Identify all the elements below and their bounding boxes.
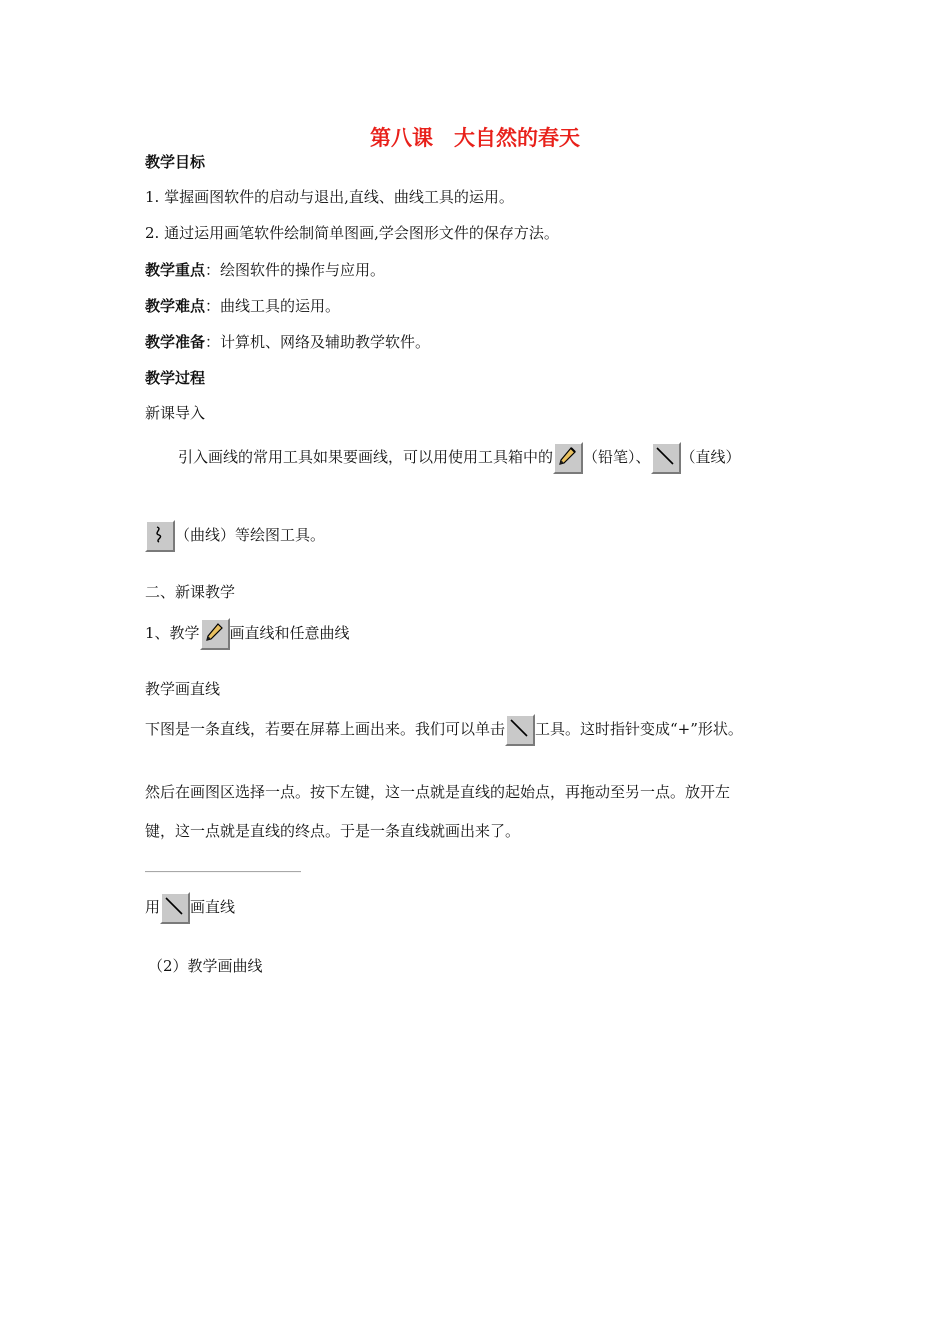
line-icon — [505, 714, 535, 746]
new-lesson-heading: 二、新课教学 — [145, 583, 236, 601]
sub-heading: 教学画直线 — [145, 680, 221, 698]
new-lesson-item-2: （2）教学画曲线 — [148, 957, 263, 975]
paragraph-1 — [145, 712, 743, 746]
preparation-label: 教学准备 — [145, 333, 206, 351]
preparation-text: ：计算机、网络及辅助教学软件。 — [205, 333, 431, 351]
pencil-icon — [200, 618, 230, 650]
draw-text-b: 画直线 — [190, 898, 236, 916]
intro-text-a: 引入画线的常用工具如果要画线，可以用使用工具箱中的 — [178, 448, 554, 466]
paragraph-2-line-2: 键，这一点就是直线的终点。于是一条直线就画出来了。 — [145, 822, 521, 840]
process-heading: 教学过程 — [145, 369, 206, 387]
para1-text-a: 下图是一条直线，若要在屏幕上画出来。我们可以单击 — [145, 720, 506, 738]
key-point-label: 教学重点 — [145, 261, 206, 279]
item1-text-b: 画直线和任意曲线 — [229, 624, 350, 642]
difficulty — [145, 295, 340, 317]
difficulty-text: ：曲线工具的运用。 — [205, 297, 341, 315]
item1-text-a: 1、教学 — [145, 624, 200, 642]
difficulty-label: 教学难点 — [145, 297, 206, 315]
draw-line-caption — [145, 890, 235, 924]
draw-text-a: 用 — [145, 898, 161, 916]
separator-line: ________________________ — [145, 858, 301, 873]
line-icon — [160, 892, 190, 924]
intro-paragraph-cont — [145, 518, 325, 552]
key-point-text: ：绘图软件的操作与应用。 — [205, 261, 386, 279]
page-title: 第八课 大自然的春天 — [370, 125, 580, 150]
curve-icon — [145, 520, 175, 552]
objective-item-1: 1. 掌握画图软件的启动与退出,直线、曲线工具的运用。 — [145, 188, 514, 206]
intro-text-b: （铅笔）、 — [583, 448, 651, 466]
intro-text-c: （直线） — [680, 448, 741, 466]
intro-heading: 新课导入 — [145, 404, 206, 422]
preparation — [145, 331, 430, 353]
objective-item-2: 2. 通过运用画笔软件绘制简单图画,学会图形文件的保存方法。 — [145, 224, 559, 242]
line-icon — [651, 442, 681, 474]
key-point — [145, 259, 385, 281]
intro-paragraph — [178, 440, 741, 474]
pencil-icon — [553, 442, 583, 474]
intro-text-d: （曲线）等绘图工具。 — [175, 526, 326, 544]
new-lesson-item-1 — [145, 616, 350, 650]
objectives-heading: 教学目标 — [145, 153, 206, 171]
para1-text-b: 工具。这时指针变成“+”形状。 — [535, 720, 743, 738]
paragraph-2-line-1: 然后在画图区选择一点。按下左键，这一点就是直线的起始点，再拖动至另一点。放开左 — [145, 783, 731, 801]
